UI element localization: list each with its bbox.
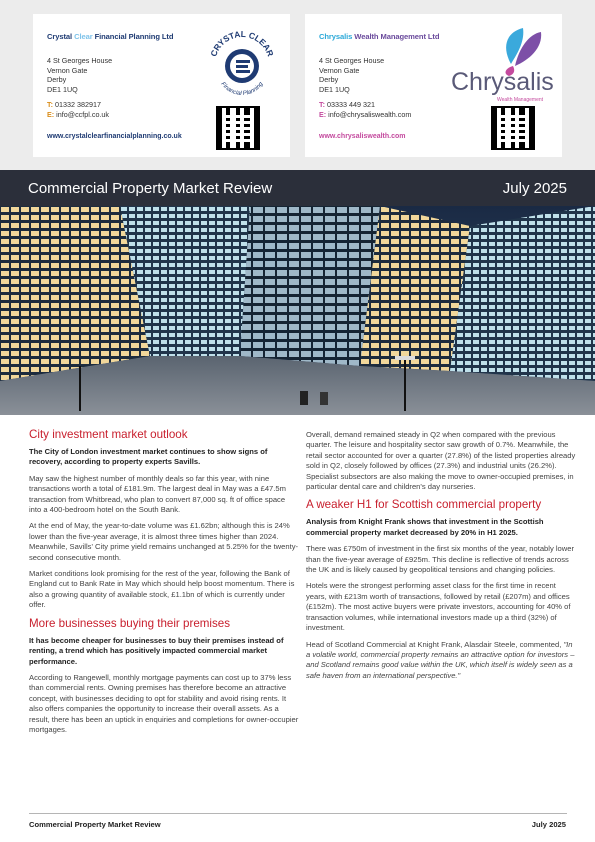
- paragraph: Overall, demand remained steady in Q2 when compared with the previous quarter. The leisure and hospitality sector saw growth of 0.7%. Meanwhile, the retail sector accounted for over a quarter (27.8%) of the listed properties already sold in Q2, closely followed by offices (27.3%) and industrial units (26.2%). Specialist subsectors are also making the move to owner-occupied premises, in particular dental care and children's day nurseries.: [306, 430, 576, 492]
- chrysalis-logo: [445, 24, 555, 104]
- page-title: Commercial Property Market Review: [28, 180, 273, 197]
- firm-name: Crystal Clear Financial Planning Ltd: [47, 32, 174, 41]
- firm-name: Chrysalis Wealth Management Ltd: [319, 32, 440, 41]
- paragraph: At the end of May, the year-to-date volume was £1.62bn; although this is 24% lower than the five-year average, it is almost three times higher than 2024. Meanwhile, Savills' City prime yield remains unchanged at 5.25% for the twenty-second consecutive month.: [29, 521, 299, 562]
- section-lead: Analysis from Knight Frank shows that investment in the Scottish commercial property market decreased by 20% in H1 2025.: [306, 517, 544, 537]
- footer-date: July 2025: [531, 820, 566, 829]
- svg-text:Financial Planning: [219, 81, 265, 97]
- logo-tagline: Wealth Management: [497, 97, 544, 103]
- section-heading: A weaker H1 for Scottish commercial property: [306, 498, 542, 512]
- crystal-clear-logo: [203, 24, 281, 102]
- logo-arc-top: CRYSTAL CLEAR: [208, 28, 276, 58]
- paragraph: According to Rangewell, monthly mortgage payments can cost up to 37% less than commercial rents. Owning premises has therefore become an attractive concept, with businesses deciding to opt for stability and avoid rising rents. It also offers companies the opportunity to increase their overall assets. As a result, there has been an uptick in enquiries and completions for owner-occupier mortgages.: [29, 672, 299, 734]
- quote: "In a volatile world, commercial property remains an attractive option for investors – and Scotland remains good value within the UK, which itself is widely seen as a safe haven from an international perspective.": [306, 639, 575, 680]
- email-line[interactable]: E: info@chrysaliswealth.com: [319, 109, 412, 119]
- paragraph: Head of Scotland Commercial at Knight Frank, Alasdair Steele, commented, "In a volatile world, commercial property remains an attractive option for investors – and Scotland remains good value within the UK, which itself is widely seen as a safe haven from an international perspective.": [306, 639, 575, 680]
- website-link[interactable]: www.chrysaliswealth.com: [319, 133, 406, 140]
- right-column: [306, 430, 576, 687]
- contact-block: [47, 100, 109, 119]
- title-bar: [0, 170, 595, 206]
- logo-arc-bottom: Financial Planning: [219, 81, 265, 98]
- footer-title: Commercial Property Market Review: [29, 820, 161, 829]
- header-area: [0, 0, 595, 170]
- paragraph: There was £750m of investment in the first six months of the year, notably lower than the five-year average of £925m. This decline is reflective of trends across the UK and is likely caused by geopolitical tensions and changing policies.: [306, 544, 575, 575]
- paragraph: May saw the highest number of monthly deals so far this year, with nine transactions worth a total of £181.9m. The largest deal in May was a £47.5m transaction from Whitbread, who plan to convert 87,000 sq. ft of office space into a 400-bedroom hotel on the South Bank.: [29, 473, 286, 515]
- section-heading: More businesses buying their premises: [29, 616, 231, 630]
- logo-wordmark: Chrysalis: [451, 68, 554, 96]
- contact-block: [319, 100, 411, 119]
- footer-divider: [29, 813, 567, 814]
- issue-date: July 2025: [502, 180, 567, 197]
- email-line[interactable]: E: info@ccfpl.co.uk: [47, 109, 110, 119]
- left-column: [29, 428, 299, 741]
- phone-line: T: 01332 382917: [47, 100, 101, 109]
- section-lead: The City of London investment market continues to show signs of recovery, according to property experts Savills.: [29, 447, 268, 467]
- office-buildings-photo: [0, 206, 595, 415]
- paragraph: Market conditions look promising for the rest of the year, following the Bank of England cut to Bank Rate in May which should help boost momentum. There is also a growing quantity of available stock, £1.1bn of which is currently under offer.: [29, 569, 295, 610]
- address-block: 4 St Georges House Vernon Gate Derby DE1 1UQ: [47, 56, 113, 94]
- website-link[interactable]: www.crystalclearfinancialplanning.co.uk: [47, 133, 182, 140]
- section-lead: It has become cheaper for businesses to buy their premises instead of renting, a trend which has positively impacted commercial market performance.: [29, 635, 284, 666]
- qr-code-icon: [491, 106, 535, 150]
- section-heading: City investment market outlook: [29, 428, 188, 441]
- chrysalis-contact-card: [305, 14, 562, 157]
- phone-line: T: 03333 449 321: [319, 100, 375, 109]
- paragraph: Hotels were the strongest performing asset class for the first time in recent years, with £213m worth of transactions, followed by retail (£207m) and offices (£152m). The most active buyers were private investors, accounting for 40% of transaction volumes, while international investors made up a third (32%) of investment.: [306, 581, 571, 633]
- qr-code-icon: [216, 106, 260, 150]
- address-block: 4 St Georges House Vernon Gate Derby DE1 1UQ: [319, 56, 385, 94]
- crystal-clear-contact-card: [33, 14, 290, 157]
